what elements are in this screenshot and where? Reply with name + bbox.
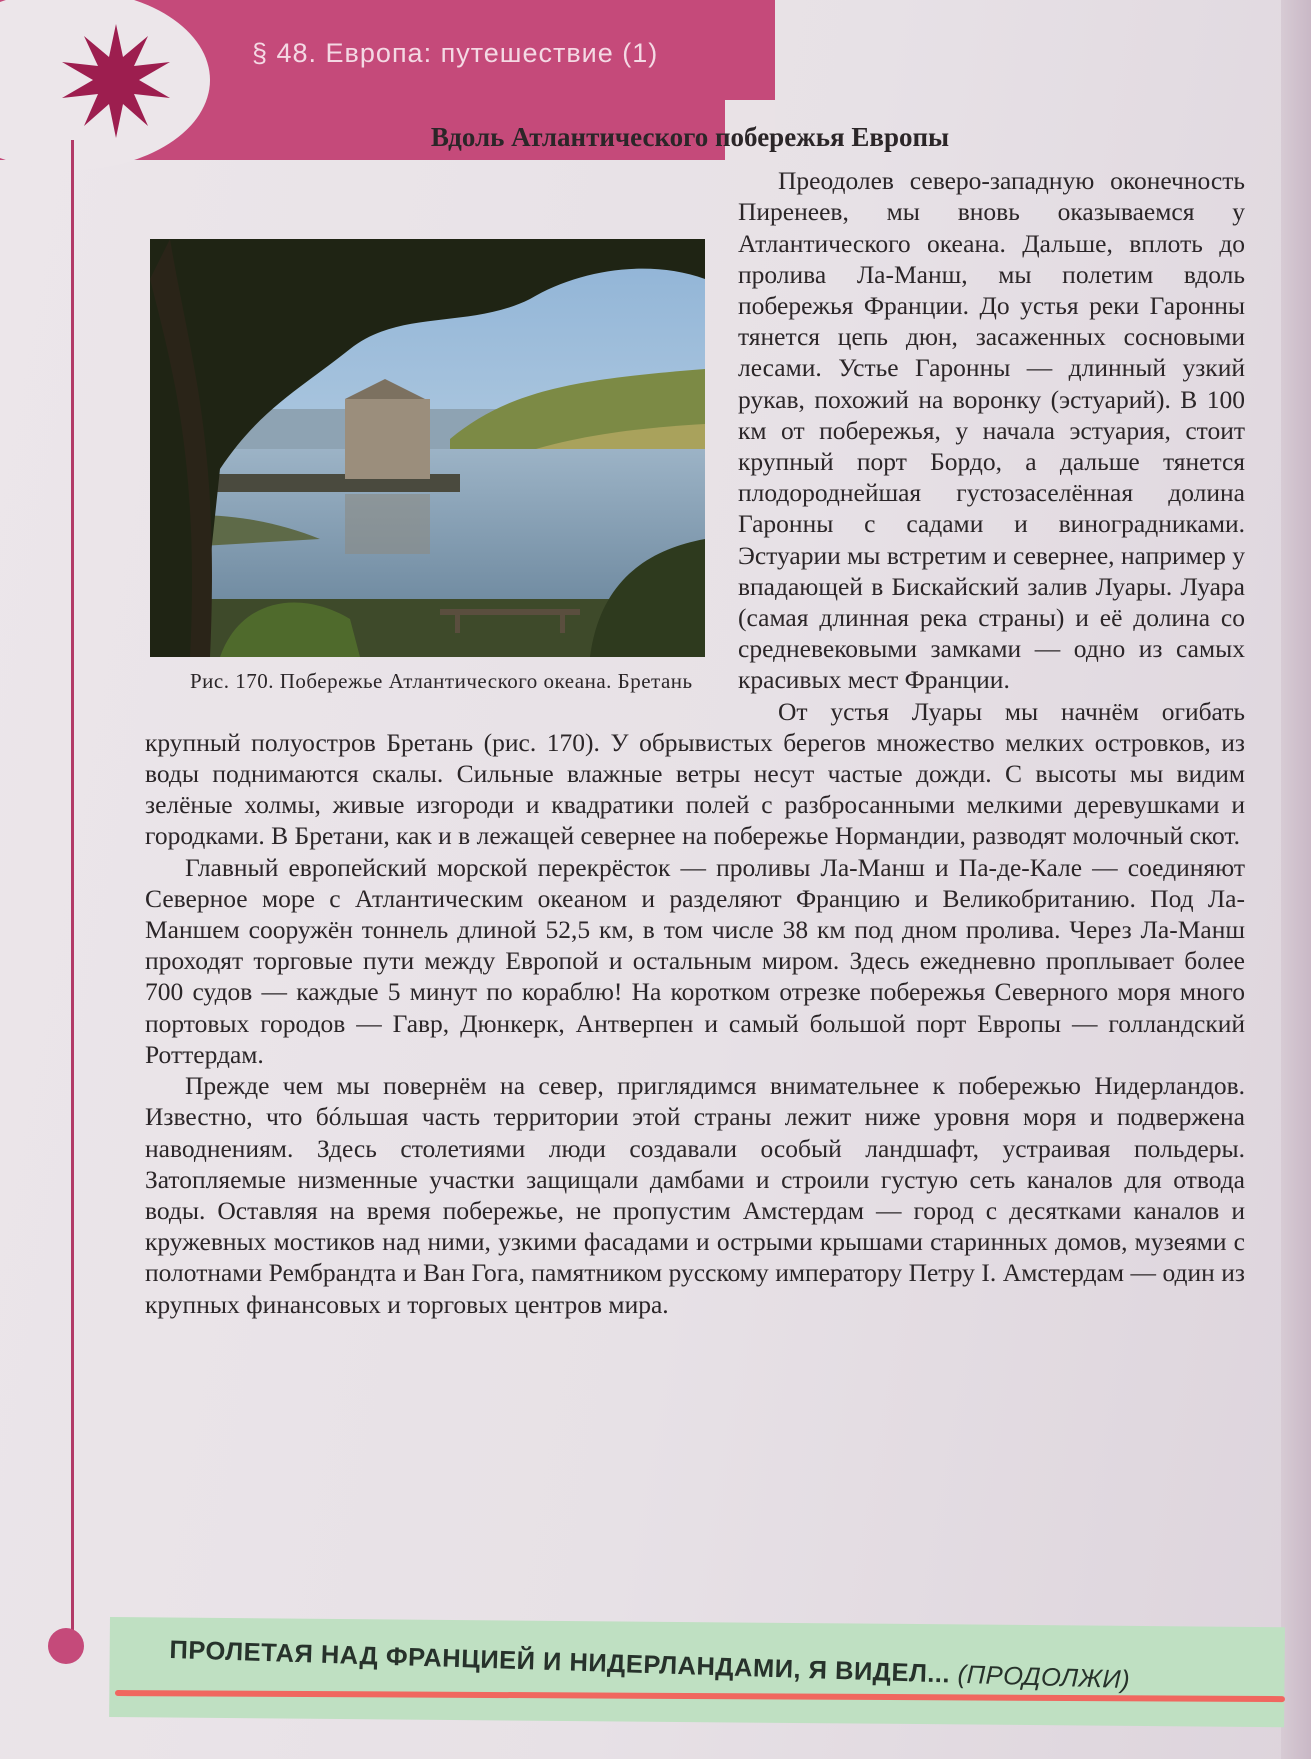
section-title: § 48. Европа: путешествие (1) [252,38,659,68]
paragraph-intro [145,165,1245,695]
task-prompt-main: ПРОЛЕТАЯ НАД ФРАНЦИЕЙ И НИДЕРЛАНДАМИ, Я ВИДЕЛ... [169,1636,951,1689]
paragraph-3: Главный европейский морской перекрёсток — проливы Ла-Манш и Па-де-Кале — соединяют Северное море с Атлантическим океаном и разделяют Францию и Великобританию. Под Ла-Маншем сооружён тоннель длиной 52,5 км, в том числе 38 км под дном пролива. Через Ла-Манш проходят торговые пути между Европой и остальным миром. Здесь ежедневно проплывает более 700 судов — каждые 5 минут по кораблю! На коротком отрезке побережья Северного моря много портовых городов — Гавр, Дюнкерк, Антверпен и самый большой порт Европы — голландский Роттердам. [145,852,1245,1069]
paragraph-1-text: Преодолев северо-западную оконечность Пиренеев, мы вновь оказываемся у Атлантического океана. Дальше, вплоть до пролива Ла-Манш, мы полетим вдоль побережья Франции. До устья реки Гаронны тянется цепь дюн, засаженных сосновыми лесами. Устье Гаронны — длинный узкий рукав, похожий на воронку (эстуарий). В 100 км от побережья, у начала эстуария, стоит крупный порт Бордо, а дальше тянется плодороднейшая густозаселённая долина Гаронны с садами и виноградниками. Эстуарии мы встретим и севернее, например у впадающей в Бискайский залив Луары. Луара (самая длинная река страны) и её долина со средневековыми замками — одно из самых красивых мест Франции. [738,166,1245,695]
figure-170 [150,239,710,693]
article-heading: Вдоль Атлантического побережья Европы [430,122,950,152]
bullet-dot-icon [48,1628,84,1664]
task-prompt-hint: (ПРОДОЛЖИ) [957,1660,1131,1695]
paragraph-4: Прежде чем мы повернём на север, приглядимся внимательнее к побережью Нидерландов. Известно, что бóльшая часть территории этой страны лежит ниже уровня моря и подвержена наводнениям. Здесь столетиями люди создавали особый ландшафт, устраивая польдеры. Затопляемые низменные участки защищали дамбами и строили густую сеть каналов для отвода воды. Оставляя на время побережье, не пропустим Амстердам — город с десятками каналов и кружевных мостиков над ними, узкими фасадами и острыми крышами старинных домов, музеями с полотнами Рембрандта и Ван Гога, памятником русскому императору Петру I. Амстердам — один из крупных финансовых и торговых центров мира. [145,1071,1245,1319]
margin-line [71,140,74,1645]
coastal-landscape-photo [150,239,705,657]
page-edge-shadow [1281,0,1311,1759]
paragraph-2: От устья Луары мы начнём огибать крупный полуостров Бретань (рис. 170). У обрывистых берегов множество мелких островков, из воды поднимаются скалы. Сильные влажные ветры несут частые дожди. С высоты мы видим зелёные холмы, живые изгороди и квадратики полей с разбросанными мелкими деревушками и городками. В Бретани, как и в лежащей севернее на побережье Нормандии, разводят молочный скот. [145,696,1245,851]
figure-caption: Рис. 170. Побережье Атлантического океана. Бретань [190,669,693,694]
article-body [145,122,1245,1320]
